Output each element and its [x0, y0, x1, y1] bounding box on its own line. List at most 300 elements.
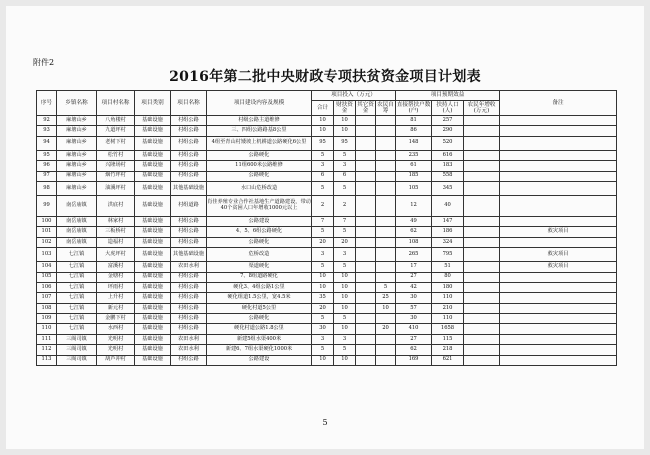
cell-other: [356, 345, 376, 355]
table-row: [37, 282, 617, 292]
cell-content: 7、8组道路硬化: [207, 272, 312, 282]
cell-seq: 95: [37, 150, 57, 160]
cell-fiscal: 10: [334, 355, 356, 365]
cell-project-name: 村组公路: [171, 136, 207, 150]
header-benefit-group: 项目预期效益: [396, 91, 500, 101]
cell-category: 基础设施: [135, 195, 171, 216]
document-title: 2016年第二批中央财政专项扶贫资金项目计划表: [169, 69, 481, 85]
cell-project-name: 村组公路: [171, 171, 207, 181]
cell-seq: 113: [37, 355, 57, 365]
cell-income: [464, 237, 500, 247]
cell-seq: 96: [37, 161, 57, 171]
cell-households: 108: [396, 237, 432, 247]
cell-category: 基础设施: [135, 272, 171, 282]
cell-seq: 106: [37, 282, 57, 292]
cell-village: 葫芦冲村: [97, 355, 135, 365]
cell-households: 235: [396, 150, 432, 160]
header-total: 合计: [312, 101, 334, 116]
cell-persons: 1658: [432, 324, 464, 334]
cell-remarks: [500, 136, 617, 150]
cell-content: 新建5组水渠400米: [207, 334, 312, 344]
cell-self-raised: 5: [376, 282, 396, 292]
cell-total: 10: [312, 282, 334, 292]
cell-households: 17: [396, 262, 432, 272]
cell-project-name: 村组公路: [171, 227, 207, 237]
cell-remarks: [500, 161, 617, 171]
cell-town: 麻塘山乡: [57, 181, 97, 195]
cell-persons: 795: [432, 248, 464, 262]
cell-persons: 115: [432, 334, 464, 344]
cell-total: 10: [312, 116, 334, 126]
table-row: [37, 116, 617, 126]
cell-other: [356, 262, 376, 272]
cell-households: 148: [396, 136, 432, 150]
cell-households: 27: [396, 334, 432, 344]
cell-fiscal: 3: [334, 334, 356, 344]
cell-total: 3: [312, 248, 334, 262]
cell-self-raised: [376, 195, 396, 216]
cell-town: 七江镇: [57, 293, 97, 303]
cell-seq: 107: [37, 293, 57, 303]
cell-category: 基础设施: [135, 293, 171, 303]
cell-persons: 183: [432, 161, 464, 171]
cell-village: 上升村: [97, 293, 135, 303]
cell-village: 油溪坪村: [97, 181, 135, 195]
table-row: [37, 171, 617, 181]
cell-income: [464, 216, 500, 226]
cell-seq: 105: [37, 272, 57, 282]
cell-remarks: 救灾项目: [500, 262, 617, 272]
cell-village: 烟竹坪村: [97, 171, 135, 181]
cell-self-raised: [376, 248, 396, 262]
cell-fiscal: 5: [334, 150, 356, 160]
cell-other: [356, 248, 376, 262]
cell-project-name: 村组公路: [171, 303, 207, 313]
cell-town: 南岳庙镇: [57, 227, 97, 237]
cell-other: [356, 324, 376, 334]
table-row: [37, 237, 617, 247]
cell-fiscal: 5: [334, 345, 356, 355]
cell-seq: 112: [37, 345, 57, 355]
cell-category: 基础设施: [135, 116, 171, 126]
cell-category: 基础设施: [135, 248, 171, 262]
cell-self-raised: [376, 126, 396, 136]
cell-persons: 324: [432, 237, 464, 247]
cell-town: 南岳庙镇: [57, 237, 97, 247]
cell-fiscal: 10: [334, 272, 356, 282]
cell-category: 基础设施: [135, 314, 171, 324]
cell-other: [356, 136, 376, 150]
cell-category: 基础设施: [135, 262, 171, 272]
cell-self-raised: [376, 216, 396, 226]
header-seq: 序号: [37, 91, 57, 116]
cell-content: 新建6、7组水渠硬化1000米: [207, 345, 312, 355]
cell-total: 10: [312, 126, 334, 136]
table-row: [37, 161, 617, 171]
cell-category: 基础设施: [135, 237, 171, 247]
cell-fiscal: 10: [334, 126, 356, 136]
cell-project-name: 村组公路: [171, 237, 207, 247]
table-row: [37, 227, 617, 237]
cell-seq: 98: [37, 181, 57, 195]
cell-fiscal: 3: [334, 161, 356, 171]
cell-other: [356, 314, 376, 324]
cell-fiscal: 20: [334, 237, 356, 247]
cell-seq: 102: [37, 237, 57, 247]
cell-fiscal: 3: [334, 248, 356, 262]
cell-households: 410: [396, 324, 432, 334]
cell-remarks: [500, 237, 617, 247]
cell-village: 光明村: [97, 334, 135, 344]
cell-self-raised: [376, 150, 396, 160]
cell-village: 九道坪村: [97, 126, 135, 136]
cell-project-name: 其他基础设施: [171, 248, 207, 262]
cell-town: 麻塘山乡: [57, 126, 97, 136]
cell-seq: 94: [37, 136, 57, 150]
table-row: [37, 195, 617, 216]
cell-fiscal: 10: [334, 324, 356, 334]
cell-total: 10: [312, 272, 334, 282]
cell-content: 水口山危桥改造: [207, 181, 312, 195]
cell-category: 基础设施: [135, 227, 171, 237]
table-row: [37, 324, 617, 334]
cell-income: [464, 303, 500, 313]
cell-total: 5: [312, 150, 334, 160]
cell-self-raised: [376, 314, 396, 324]
cell-village: 三板桥村: [97, 227, 135, 237]
cell-content: 村级公路主道维修: [207, 116, 312, 126]
cell-project-name: 其他基础设施: [171, 181, 207, 195]
cell-remarks: [500, 324, 617, 334]
cell-content: 4、5、6组公路硬化: [207, 227, 312, 237]
cell-other: [356, 116, 376, 126]
cell-persons: 51: [432, 262, 464, 272]
cell-fiscal: 95: [334, 136, 356, 150]
cell-income: [464, 293, 500, 303]
cell-remarks: [500, 116, 617, 126]
cell-village: 松竹村: [97, 150, 135, 160]
cell-village: 老树下村: [97, 136, 135, 150]
cell-content: 公路硬化: [207, 150, 312, 160]
cell-project-name: 农田水利: [171, 334, 207, 344]
table-body: [37, 116, 617, 366]
cell-persons: 621: [432, 355, 464, 365]
header-households: 直接帮扶户数(户): [396, 101, 431, 114]
cell-total: 5: [312, 227, 334, 237]
cell-income: [464, 126, 500, 136]
cell-self-raised: [376, 171, 396, 181]
cell-project-name: 村组公路: [171, 116, 207, 126]
cell-category: 基础设施: [135, 181, 171, 195]
cell-category: 基础设施: [135, 334, 171, 344]
cell-persons: 110: [432, 314, 464, 324]
cell-fiscal: 10: [334, 282, 356, 292]
cell-total: 2: [312, 195, 334, 216]
header-other: 其它资金: [357, 101, 374, 114]
cell-self-raised: [376, 355, 396, 365]
cell-income: [464, 195, 500, 216]
cell-persons: 40: [432, 195, 464, 216]
cell-remarks: [500, 216, 617, 226]
cell-persons: 345: [432, 181, 464, 195]
cell-households: 81: [396, 116, 432, 126]
table-row: [37, 262, 617, 272]
cell-self-raised: 20: [376, 324, 396, 334]
cell-town: 七江镇: [57, 282, 97, 292]
cell-income: [464, 345, 500, 355]
cell-households: 105: [396, 181, 432, 195]
cell-village: 新元村: [97, 303, 135, 313]
cell-persons: 80: [432, 272, 464, 282]
header-persons: 扶持人口(人): [432, 101, 464, 116]
cell-self-raised: [376, 237, 396, 247]
cell-remarks: [500, 272, 617, 282]
cell-fiscal: 5: [334, 314, 356, 324]
cell-town: 麻塘山乡: [57, 116, 97, 126]
cell-content: 公路硬化: [207, 314, 312, 324]
cell-category: 基础设施: [135, 150, 171, 160]
cell-fiscal: 10: [334, 116, 356, 126]
table-row: [37, 334, 617, 344]
header-row-1: [37, 91, 617, 101]
cell-remarks: [500, 314, 617, 324]
cell-town: 麻塘山乡: [57, 171, 97, 181]
cell-households: 27: [396, 272, 432, 282]
cell-seq: 109: [37, 314, 57, 324]
cell-households: 12: [396, 195, 432, 216]
cell-category: 基础设施: [135, 171, 171, 181]
cell-fiscal: 2: [334, 195, 356, 216]
cell-content: 渠道硬化: [207, 262, 312, 272]
table-row: [37, 293, 617, 303]
cell-remarks: [500, 334, 617, 344]
cell-income: [464, 227, 500, 237]
cell-income: [464, 171, 500, 181]
cell-other: [356, 227, 376, 237]
cell-content: 4组至青山村矮坡上机耕道公路硬化6公里: [207, 136, 312, 150]
cell-total: 6: [312, 171, 334, 181]
cell-persons: 218: [432, 345, 464, 355]
cell-other: [356, 216, 376, 226]
cell-other: [356, 282, 376, 292]
cell-total: 5: [312, 345, 334, 355]
cell-households: 62: [396, 345, 432, 355]
cell-town: 七江镇: [57, 248, 97, 262]
cell-fiscal: 10: [334, 293, 356, 303]
cell-content: 11组600米公路维修: [207, 161, 312, 171]
cell-fiscal: 5: [334, 227, 356, 237]
cell-seq: 110: [37, 324, 57, 334]
cell-seq: 101: [37, 227, 57, 237]
cell-households: 62: [396, 227, 432, 237]
cell-income: [464, 161, 500, 171]
cell-remarks: [500, 355, 617, 365]
cell-project-name: 村组公路: [171, 293, 207, 303]
cell-content: 公路硬化: [207, 237, 312, 247]
cell-project-name: 村组公路: [171, 216, 207, 226]
cell-content: 硬化组道1.5公里，宽4.5米: [207, 293, 312, 303]
cell-town: 七江镇: [57, 262, 97, 272]
cell-self-raised: [376, 116, 396, 126]
cell-total: 7: [312, 216, 334, 226]
cell-content: 硬化村道公路1.8公里: [207, 324, 312, 334]
cell-persons: 180: [432, 282, 464, 292]
cell-village: 兴隆场村: [97, 161, 135, 171]
table-row: [37, 345, 617, 355]
cell-village: 水西村: [97, 324, 135, 334]
cell-total: 5: [312, 314, 334, 324]
cell-total: 35: [312, 293, 334, 303]
cell-income: [464, 150, 500, 160]
cell-village: 八角楼村: [97, 116, 135, 126]
cell-category: 基础设施: [135, 355, 171, 365]
cell-persons: 147: [432, 216, 464, 226]
cell-other: [356, 161, 376, 171]
cell-seq: 93: [37, 126, 57, 136]
cell-other: [356, 293, 376, 303]
cell-category: 基础设施: [135, 282, 171, 292]
cell-total: 3: [312, 161, 334, 171]
cell-content: 危桥改造: [207, 248, 312, 262]
cell-total: 20: [312, 303, 334, 313]
cell-category: 基础设施: [135, 345, 171, 355]
cell-fiscal: 6: [334, 171, 356, 181]
header-self-raised: 农民自筹: [377, 101, 394, 114]
cell-village: 大虎坪村: [97, 248, 135, 262]
cell-remarks: [500, 345, 617, 355]
cell-remarks: [500, 282, 617, 292]
cell-income: [464, 355, 500, 365]
cell-category: 基础设施: [135, 324, 171, 334]
cell-self-raised: [376, 181, 396, 195]
table-row: [37, 303, 617, 313]
cell-fiscal: 5: [334, 181, 356, 195]
cell-households: 30: [396, 314, 432, 324]
cell-seq: 108: [37, 303, 57, 313]
cell-remarks: [500, 195, 617, 216]
cell-project-name: 村组公路: [171, 324, 207, 334]
cell-village: 坪雨村: [97, 282, 135, 292]
cell-seq: 92: [37, 116, 57, 126]
table-row: [37, 355, 617, 365]
cell-persons: 558: [432, 171, 464, 181]
cell-self-raised: [376, 262, 396, 272]
cell-households: 265: [396, 248, 432, 262]
cell-remarks: [500, 181, 617, 195]
cell-income: [464, 334, 500, 344]
cell-income: [464, 282, 500, 292]
cell-town: 麻塘山乡: [57, 150, 97, 160]
cell-town: 七江镇: [57, 324, 97, 334]
header-fiscal: 财扶资金: [334, 101, 356, 116]
project-plan-table: [36, 90, 617, 366]
cell-fiscal: 7: [334, 216, 356, 226]
page-number: 5: [322, 418, 328, 427]
cell-project-name: 村组公路: [171, 150, 207, 160]
cell-content: 硬化村道5公里: [207, 303, 312, 313]
cell-village: 金鹏下村: [97, 314, 135, 324]
cell-seq: 100: [37, 216, 57, 226]
cell-fiscal: 5: [334, 262, 356, 272]
cell-town: 南岳庙镇: [57, 216, 97, 226]
cell-content: 公路建设: [207, 355, 312, 365]
header-remarks: 备注: [500, 91, 617, 116]
cell-category: 基础设施: [135, 126, 171, 136]
cell-content: 三、四组公路路基8公里: [207, 126, 312, 136]
header-village: 项目村名称: [97, 91, 135, 116]
cell-category: 基础设施: [135, 161, 171, 171]
cell-project-name: 村组公路: [171, 282, 207, 292]
cell-other: [356, 272, 376, 282]
cell-total: 5: [312, 262, 334, 272]
cell-village: 光明村: [97, 345, 135, 355]
cell-income: [464, 272, 500, 282]
cell-self-raised: [376, 334, 396, 344]
cell-seq: 104: [37, 262, 57, 272]
header-content: 项目建设内容及规模: [207, 91, 312, 116]
cell-town: 三阁司镇: [57, 345, 97, 355]
cell-self-raised: [376, 227, 396, 237]
cell-other: [356, 150, 376, 160]
cell-town: 三阁司镇: [57, 334, 97, 344]
cell-village: 富溪村: [97, 262, 135, 272]
table-row: [37, 136, 617, 150]
cell-other: [356, 237, 376, 247]
cell-total: 10: [312, 355, 334, 365]
cell-income: [464, 314, 500, 324]
cell-self-raised: [376, 161, 396, 171]
cell-fiscal: 10: [334, 303, 356, 313]
cell-project-name: 村组公路: [171, 355, 207, 365]
table-row: [37, 150, 617, 160]
table-row: [37, 216, 617, 226]
header-category: 项目类别: [135, 91, 171, 116]
cell-town: 三阁司镇: [57, 355, 97, 365]
cell-income: [464, 262, 500, 272]
cell-content: 硬化3、4组公路1公里: [207, 282, 312, 292]
cell-persons: 616: [432, 150, 464, 160]
cell-households: 42: [396, 282, 432, 292]
table-row: [37, 126, 617, 136]
cell-content: 肖佳养殖专业合作社基地生产道路建设，带动40个贫困人口年增收1000元以上: [207, 195, 312, 216]
cell-remarks: [500, 293, 617, 303]
cell-content: 公路建设: [207, 216, 312, 226]
cell-households: 61: [396, 161, 432, 171]
cell-town: 七江镇: [57, 314, 97, 324]
cell-category: 基础设施: [135, 216, 171, 226]
cell-seq: 103: [37, 248, 57, 262]
header-project-name: 项目名称: [171, 91, 207, 116]
header-investment-group: 项目投入（万元）: [312, 91, 396, 101]
cell-project-name: 村组公路: [171, 314, 207, 324]
annex-label: 附件2: [33, 58, 55, 67]
cell-remarks: 救灾项目: [500, 227, 617, 237]
cell-village: 造福村: [97, 237, 135, 247]
cell-other: [356, 355, 376, 365]
cell-category: 基础设施: [135, 303, 171, 313]
cell-households: 57: [396, 303, 432, 313]
cell-households: 185: [396, 171, 432, 181]
cell-total: 95: [312, 136, 334, 150]
cell-project-name: 村组道路: [171, 195, 207, 216]
table-row: [37, 248, 617, 262]
cell-town: 麻塘山乡: [57, 161, 97, 171]
cell-persons: 257: [432, 116, 464, 126]
cell-project-name: 村组公路: [171, 272, 207, 282]
cell-self-raised: [376, 136, 396, 150]
cell-self-raised: [376, 345, 396, 355]
cell-remarks: 救灾项目: [500, 248, 617, 262]
